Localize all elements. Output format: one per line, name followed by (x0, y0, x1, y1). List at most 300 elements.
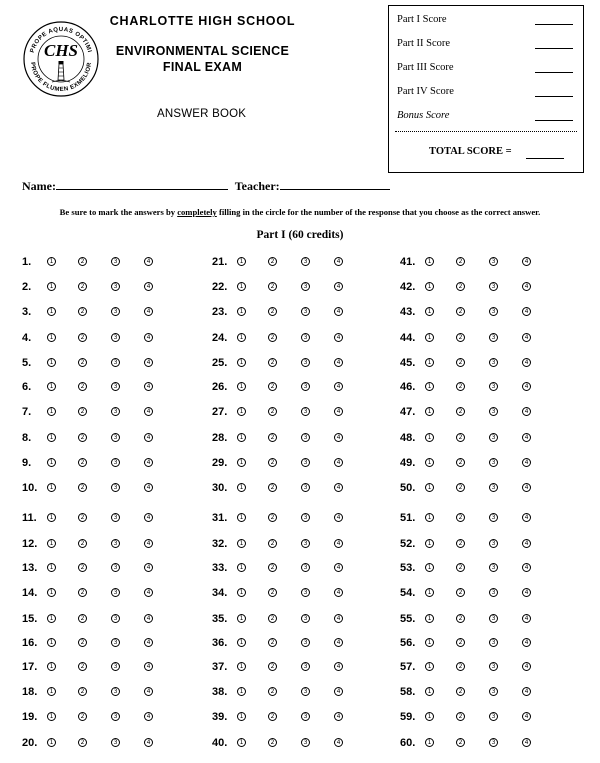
answer-bubble-1[interactable]: 1 (237, 407, 246, 416)
answer-bubble-2[interactable]: 2 (268, 333, 277, 342)
answer-bubble-1[interactable]: 1 (47, 458, 56, 467)
answer-bubble-3[interactable]: 3 (111, 282, 120, 291)
answer-bubble-2[interactable]: 2 (78, 712, 87, 721)
answer-bubble-2[interactable]: 2 (268, 433, 277, 442)
answer-bubble-3[interactable]: 3 (111, 563, 120, 572)
answer-bubble-2[interactable]: 2 (456, 358, 465, 367)
answer-bubble-3[interactable]: 3 (111, 458, 120, 467)
question-number: 10. (22, 482, 38, 494)
answer-bubble-1[interactable]: 1 (425, 662, 434, 671)
answer-bubble-1[interactable]: 1 (237, 433, 246, 442)
answer-bubble-1[interactable]: 1 (237, 738, 246, 747)
answer-bubble-1[interactable]: 1 (237, 563, 246, 572)
answer-bubble-1[interactable]: 1 (47, 257, 56, 266)
question-number: 56. (400, 637, 416, 649)
answer-bubble-1[interactable]: 1 (237, 614, 246, 623)
answer-bubble-4[interactable]: 4 (144, 738, 153, 747)
question-number: 36. (212, 637, 228, 649)
answer-bubble-2[interactable]: 2 (456, 458, 465, 467)
answer-bubble-3[interactable]: 3 (111, 687, 120, 696)
answer-bubble-3[interactable]: 3 (301, 614, 310, 623)
answer-bubble-4[interactable]: 4 (144, 382, 153, 391)
answer-bubble-1[interactable]: 1 (425, 638, 434, 647)
answer-bubble-3[interactable]: 3 (489, 282, 498, 291)
answer-bubble-3[interactable]: 3 (301, 483, 310, 492)
question-row (22, 456, 162, 470)
answer-bubble-3[interactable]: 3 (301, 738, 310, 747)
answer-bubble-4[interactable]: 4 (334, 433, 343, 442)
answer-bubble-1[interactable]: 1 (425, 282, 434, 291)
answer-bubble-4[interactable]: 4 (334, 563, 343, 572)
bonus-score-row (397, 110, 575, 121)
answer-bubble-2[interactable]: 2 (268, 307, 277, 316)
question-row (400, 305, 540, 319)
answer-bubble-2[interactable]: 2 (456, 433, 465, 442)
answer-bubble-3[interactable]: 3 (489, 458, 498, 467)
answer-bubble-2[interactable]: 2 (268, 662, 277, 671)
question-row (212, 456, 352, 470)
answer-bubble-1[interactable]: 1 (47, 614, 56, 623)
answer-bubble-1[interactable]: 1 (237, 712, 246, 721)
answer-bubble-3[interactable]: 3 (301, 257, 310, 266)
answer-bubble-4[interactable]: 4 (522, 712, 531, 721)
answer-bubble-2[interactable]: 2 (78, 407, 87, 416)
answer-bubble-2[interactable]: 2 (456, 307, 465, 316)
answer-bubble-2[interactable]: 2 (78, 638, 87, 647)
total-score-line[interactable] (526, 158, 564, 159)
answer-bubble-3[interactable]: 3 (301, 687, 310, 696)
answer-bubble-2[interactable]: 2 (78, 539, 87, 548)
answer-bubble-4[interactable]: 4 (522, 614, 531, 623)
answer-bubble-3[interactable]: 3 (301, 433, 310, 442)
question-row (212, 481, 352, 495)
answer-bubble-4[interactable]: 4 (522, 513, 531, 522)
answer-bubble-1[interactable]: 1 (237, 458, 246, 467)
answer-bubble-3[interactable]: 3 (111, 483, 120, 492)
answer-bubble-4[interactable]: 4 (144, 712, 153, 721)
question-number: 39. (212, 711, 228, 723)
answer-bubble-2[interactable]: 2 (268, 458, 277, 467)
answer-bubble-4[interactable]: 4 (334, 358, 343, 367)
answer-bubble-3[interactable]: 3 (489, 333, 498, 342)
answer-bubble-3[interactable]: 3 (111, 382, 120, 391)
answer-bubble-3[interactable]: 3 (301, 588, 310, 597)
answer-bubble-3[interactable]: 3 (489, 382, 498, 391)
total-score-label: TOTAL SCORE = (429, 146, 512, 157)
question-row (22, 481, 162, 495)
question-row (212, 685, 352, 699)
part3-score-line[interactable] (535, 71, 573, 73)
answer-bubble-4[interactable]: 4 (334, 333, 343, 342)
question-row (212, 537, 352, 551)
answer-bubble-2[interactable]: 2 (78, 662, 87, 671)
answer-bubble-1[interactable]: 1 (425, 433, 434, 442)
answer-bubble-1[interactable]: 1 (47, 407, 56, 416)
answer-bubble-2[interactable]: 2 (78, 433, 87, 442)
question-number: 32. (212, 538, 228, 550)
answer-bubble-3[interactable]: 3 (489, 588, 498, 597)
instructions-text-after: filling in the circle for the number of the response that you choose as the correct answer. (216, 207, 541, 217)
answer-bubble-4[interactable]: 4 (144, 563, 153, 572)
answer-bubble-2[interactable]: 2 (78, 257, 87, 266)
answer-bubble-1[interactable]: 1 (47, 513, 56, 522)
answer-bubble-3[interactable]: 3 (489, 687, 498, 696)
answer-bubble-3[interactable]: 3 (489, 539, 498, 548)
answer-bubble-4[interactable]: 4 (522, 333, 531, 342)
answer-bubble-1[interactable]: 1 (425, 307, 434, 316)
answer-bubble-1[interactable]: 1 (47, 638, 56, 647)
answer-bubble-4[interactable]: 4 (144, 662, 153, 671)
answer-bubble-1[interactable]: 1 (237, 687, 246, 696)
answer-bubble-1[interactable]: 1 (425, 458, 434, 467)
answer-bubble-2[interactable]: 2 (78, 687, 87, 696)
answer-bubble-4[interactable]: 4 (334, 458, 343, 467)
answer-bubble-1[interactable]: 1 (425, 539, 434, 548)
answer-bubble-2[interactable]: 2 (78, 614, 87, 623)
answer-bubble-4[interactable]: 4 (144, 282, 153, 291)
answer-bubble-1[interactable]: 1 (425, 407, 434, 416)
answer-bubble-1[interactable]: 1 (237, 513, 246, 522)
question-row (400, 660, 540, 674)
answer-bubble-3[interactable]: 3 (301, 638, 310, 647)
answer-bubble-4[interactable]: 4 (334, 638, 343, 647)
answer-bubble-3[interactable]: 3 (111, 712, 120, 721)
answer-bubble-3[interactable]: 3 (301, 513, 310, 522)
answer-bubble-3[interactable]: 3 (301, 282, 310, 291)
answer-bubble-1[interactable]: 1 (425, 333, 434, 342)
answer-bubble-1[interactable]: 1 (425, 687, 434, 696)
answer-bubble-4[interactable]: 4 (334, 539, 343, 548)
name-field[interactable] (56, 178, 228, 190)
answer-bubble-1[interactable]: 1 (425, 257, 434, 266)
answer-bubble-1[interactable]: 1 (425, 614, 434, 623)
answer-bubble-2[interactable]: 2 (456, 382, 465, 391)
answer-bubble-4[interactable]: 4 (522, 662, 531, 671)
answer-bubble-1[interactable]: 1 (237, 638, 246, 647)
course-title: ENVIRONMENTAL SCIENCE (115, 44, 290, 58)
answer-bubble-2[interactable]: 2 (268, 638, 277, 647)
answer-bubble-4[interactable]: 4 (144, 638, 153, 647)
answer-bubble-1[interactable]: 1 (237, 307, 246, 316)
answer-bubble-1[interactable]: 1 (47, 333, 56, 342)
answer-bubble-3[interactable]: 3 (111, 307, 120, 316)
answer-bubble-2[interactable]: 2 (78, 458, 87, 467)
answer-bubble-1[interactable]: 1 (237, 382, 246, 391)
question-row (400, 331, 540, 345)
answer-bubble-4[interactable]: 4 (144, 257, 153, 266)
answer-bubble-2[interactable]: 2 (456, 638, 465, 647)
answer-bubble-1[interactable]: 1 (425, 588, 434, 597)
answer-bubble-4[interactable]: 4 (144, 333, 153, 342)
question-number: 4. (22, 332, 32, 344)
answer-bubble-1[interactable]: 1 (237, 333, 246, 342)
question-number: 44. (400, 332, 416, 344)
teacher-field[interactable] (280, 178, 390, 190)
answer-bubble-2[interactable]: 2 (268, 614, 277, 623)
answer-bubble-4[interactable]: 4 (334, 738, 343, 747)
answer-bubble-2[interactable]: 2 (268, 358, 277, 367)
answer-bubble-2[interactable]: 2 (268, 407, 277, 416)
answer-bubble-2[interactable]: 2 (78, 563, 87, 572)
answer-bubble-4[interactable]: 4 (144, 433, 153, 442)
answer-bubble-2[interactable]: 2 (78, 588, 87, 597)
answer-bubble-2[interactable]: 2 (268, 588, 277, 597)
answer-bubble-3[interactable]: 3 (489, 662, 498, 671)
answer-bubble-3[interactable]: 3 (111, 257, 120, 266)
answer-bubble-3[interactable]: 3 (301, 712, 310, 721)
answer-bubble-4[interactable]: 4 (522, 563, 531, 572)
answer-bubble-2[interactable]: 2 (456, 282, 465, 291)
part2-score-row (397, 38, 575, 49)
answer-bubble-3[interactable]: 3 (111, 738, 120, 747)
answer-bubble-2[interactable]: 2 (78, 382, 87, 391)
answer-bubble-4[interactable]: 4 (334, 483, 343, 492)
answer-bubble-2[interactable]: 2 (456, 614, 465, 623)
answer-bubble-2[interactable]: 2 (78, 358, 87, 367)
answer-bubble-1[interactable]: 1 (425, 483, 434, 492)
question-number: 33. (212, 562, 228, 574)
answer-bubble-2[interactable]: 2 (456, 257, 465, 266)
answer-bubble-3[interactable]: 3 (301, 358, 310, 367)
answer-bubble-2[interactable]: 2 (268, 738, 277, 747)
answer-bubble-2[interactable]: 2 (456, 687, 465, 696)
answer-bubble-4[interactable]: 4 (144, 483, 153, 492)
answer-bubble-4[interactable]: 4 (334, 588, 343, 597)
answer-bubble-1[interactable]: 1 (237, 662, 246, 671)
answer-bubble-3[interactable]: 3 (111, 614, 120, 623)
answer-bubble-2[interactable]: 2 (456, 539, 465, 548)
answer-bubble-1[interactable]: 1 (425, 382, 434, 391)
answer-bubble-4[interactable]: 4 (144, 307, 153, 316)
question-number: 48. (400, 432, 416, 444)
answer-bubble-1[interactable]: 1 (425, 563, 434, 572)
answer-bubble-4[interactable]: 4 (522, 307, 531, 316)
lighthouse-icon (52, 61, 70, 82)
question-number: 19. (22, 711, 38, 723)
answer-bubble-1[interactable]: 1 (47, 358, 56, 367)
answer-bubble-4[interactable]: 4 (144, 614, 153, 623)
instructions-emphasis: completely (177, 207, 217, 217)
question-number: 14. (22, 587, 38, 599)
answer-bubble-2[interactable]: 2 (456, 483, 465, 492)
answer-bubble-4[interactable]: 4 (522, 382, 531, 391)
answer-bubble-2[interactable]: 2 (456, 333, 465, 342)
answer-bubble-1[interactable]: 1 (47, 483, 56, 492)
answer-bubble-4[interactable]: 4 (522, 358, 531, 367)
answer-bubble-2[interactable]: 2 (456, 712, 465, 721)
answer-bubble-4[interactable]: 4 (522, 458, 531, 467)
answer-bubble-4[interactable]: 4 (334, 382, 343, 391)
instructions (0, 207, 600, 217)
answer-bubble-1[interactable]: 1 (47, 687, 56, 696)
answer-bubble-4[interactable]: 4 (522, 483, 531, 492)
answer-bubble-4[interactable]: 4 (522, 638, 531, 647)
answer-bubble-4[interactable]: 4 (522, 282, 531, 291)
answer-bubble-4[interactable]: 4 (144, 407, 153, 416)
answer-bubble-3[interactable]: 3 (301, 458, 310, 467)
answer-bubble-3[interactable]: 3 (301, 539, 310, 548)
part2-score-line[interactable] (535, 47, 573, 49)
answer-bubble-2[interactable]: 2 (268, 282, 277, 291)
answer-bubble-2[interactable]: 2 (456, 662, 465, 671)
answer-bubble-1[interactable]: 1 (237, 282, 246, 291)
answer-bubble-4[interactable]: 4 (334, 257, 343, 266)
answer-bubble-4[interactable]: 4 (144, 539, 153, 548)
answer-bubble-3[interactable]: 3 (111, 539, 120, 548)
answer-bubble-1[interactable]: 1 (425, 358, 434, 367)
answer-bubble-3[interactable]: 3 (111, 358, 120, 367)
answer-bubble-3[interactable]: 3 (301, 662, 310, 671)
answer-bubble-2[interactable]: 2 (268, 563, 277, 572)
answer-bubble-4[interactable]: 4 (334, 687, 343, 696)
question-number: 8. (22, 432, 32, 444)
question-number: 6. (22, 381, 32, 393)
answer-bubble-3[interactable]: 3 (111, 662, 120, 671)
answer-bubble-1[interactable]: 1 (47, 539, 56, 548)
answer-bubble-4[interactable]: 4 (144, 588, 153, 597)
answer-bubble-2[interactable]: 2 (456, 407, 465, 416)
part4-score-line[interactable] (535, 95, 573, 97)
answer-bubble-2[interactable]: 2 (268, 712, 277, 721)
answer-bubble-4[interactable]: 4 (144, 358, 153, 367)
answer-bubble-1[interactable]: 1 (425, 738, 434, 747)
answer-bubble-2[interactable]: 2 (78, 333, 87, 342)
answer-bubble-3[interactable]: 3 (301, 382, 310, 391)
question-number: 29. (212, 457, 228, 469)
answer-bubble-4[interactable]: 4 (522, 539, 531, 548)
answer-bubble-3[interactable]: 3 (489, 638, 498, 647)
answer-book-label: ANSWER BOOK (157, 108, 247, 120)
answer-bubble-3[interactable]: 3 (111, 333, 120, 342)
exam-title: FINAL EXAM (162, 60, 243, 74)
answer-bubble-3[interactable]: 3 (489, 513, 498, 522)
answer-bubble-1[interactable]: 1 (237, 483, 246, 492)
answer-bubble-3[interactable]: 3 (301, 563, 310, 572)
answer-bubble-1[interactable]: 1 (237, 257, 246, 266)
answer-bubble-3[interactable]: 3 (301, 407, 310, 416)
answer-bubble-3[interactable]: 3 (111, 588, 120, 597)
answer-bubble-1[interactable]: 1 (47, 662, 56, 671)
answer-bubble-2[interactable]: 2 (268, 513, 277, 522)
answer-bubble-2[interactable]: 2 (78, 738, 87, 747)
answer-bubble-1[interactable]: 1 (237, 358, 246, 367)
answer-bubble-4[interactable]: 4 (334, 282, 343, 291)
answer-bubble-1[interactable]: 1 (47, 282, 56, 291)
answer-bubble-3[interactable]: 3 (111, 638, 120, 647)
answer-bubble-4[interactable]: 4 (522, 588, 531, 597)
answer-bubble-3[interactable]: 3 (301, 307, 310, 316)
answer-bubble-2[interactable]: 2 (268, 483, 277, 492)
question-row (22, 380, 162, 394)
answer-bubble-2[interactable]: 2 (268, 539, 277, 548)
answer-bubble-1[interactable]: 1 (47, 563, 56, 572)
answer-bubble-2[interactable]: 2 (456, 513, 465, 522)
question-row (212, 736, 352, 750)
answer-bubble-3[interactable]: 3 (111, 513, 120, 522)
answer-bubble-2[interactable]: 2 (268, 382, 277, 391)
answer-bubble-3[interactable]: 3 (111, 407, 120, 416)
answer-bubble-1[interactable]: 1 (237, 539, 246, 548)
answer-bubble-3[interactable]: 3 (301, 333, 310, 342)
answer-bubble-4[interactable]: 4 (144, 458, 153, 467)
answer-bubble-2[interactable]: 2 (456, 588, 465, 597)
question-row (400, 736, 540, 750)
answer-bubble-1[interactable]: 1 (47, 382, 56, 391)
answer-bubble-2[interactable]: 2 (78, 483, 87, 492)
question-row (212, 305, 352, 319)
answer-bubble-1[interactable]: 1 (47, 433, 56, 442)
answer-bubble-2[interactable]: 2 (78, 307, 87, 316)
answer-bubble-4[interactable]: 4 (334, 513, 343, 522)
answer-bubble-1[interactable]: 1 (47, 738, 56, 747)
answer-bubble-4[interactable]: 4 (522, 738, 531, 747)
question-number: 11. (22, 512, 37, 524)
question-row (22, 305, 162, 319)
instructions-text-before: Be sure to mark the answers by (59, 207, 178, 217)
answer-bubble-4[interactable]: 4 (522, 257, 531, 266)
answer-bubble-2[interactable]: 2 (456, 563, 465, 572)
question-row (22, 685, 162, 699)
bonus-score-line[interactable] (535, 119, 573, 121)
answer-bubble-4[interactable]: 4 (522, 407, 531, 416)
answer-bubble-3[interactable]: 3 (489, 614, 498, 623)
part1-score-line[interactable] (535, 23, 573, 25)
answer-bubble-1[interactable]: 1 (425, 712, 434, 721)
answer-bubble-4[interactable]: 4 (334, 407, 343, 416)
answer-bubble-3[interactable]: 3 (489, 307, 498, 316)
question-number: 42. (400, 281, 416, 293)
answer-bubble-2[interactable]: 2 (268, 687, 277, 696)
answer-bubble-3[interactable]: 3 (489, 433, 498, 442)
answer-bubble-1[interactable]: 1 (47, 588, 56, 597)
part3-score-row (397, 62, 575, 73)
answer-bubble-1[interactable]: 1 (47, 712, 56, 721)
question-row (212, 561, 352, 575)
answer-bubble-3[interactable]: 3 (489, 712, 498, 721)
answer-bubble-1[interactable]: 1 (425, 513, 434, 522)
answer-bubble-3[interactable]: 3 (489, 257, 498, 266)
answer-bubble-3[interactable]: 3 (489, 563, 498, 572)
answer-bubble-4[interactable]: 4 (144, 687, 153, 696)
question-number: 59. (400, 711, 416, 723)
answer-bubble-3[interactable]: 3 (489, 483, 498, 492)
answer-bubble-2[interactable]: 2 (78, 513, 87, 522)
answer-bubble-2[interactable]: 2 (268, 257, 277, 266)
question-number: 18. (22, 686, 38, 698)
answer-bubble-2[interactable]: 2 (78, 282, 87, 291)
question-row (22, 280, 162, 294)
answer-bubble-1[interactable]: 1 (237, 588, 246, 597)
answer-bubble-4[interactable]: 4 (522, 433, 531, 442)
answer-bubble-4[interactable]: 4 (334, 712, 343, 721)
question-number: 26. (212, 381, 228, 393)
answer-bubble-3[interactable]: 3 (489, 738, 498, 747)
question-number: 25. (212, 357, 228, 369)
question-number: 35. (212, 613, 228, 625)
answer-bubble-4[interactable]: 4 (334, 307, 343, 316)
answer-bubble-3[interactable]: 3 (489, 407, 498, 416)
answer-bubble-3[interactable]: 3 (111, 433, 120, 442)
answer-bubble-1[interactable]: 1 (47, 307, 56, 316)
answer-bubble-2[interactable]: 2 (456, 738, 465, 747)
question-row (400, 685, 540, 699)
answer-bubble-3[interactable]: 3 (489, 358, 498, 367)
answer-bubble-4[interactable]: 4 (522, 687, 531, 696)
answer-bubble-4[interactable]: 4 (334, 614, 343, 623)
answer-bubble-4[interactable]: 4 (334, 662, 343, 671)
answer-bubble-4[interactable]: 4 (144, 513, 153, 522)
part3-score-label: Part III Score (397, 62, 454, 73)
